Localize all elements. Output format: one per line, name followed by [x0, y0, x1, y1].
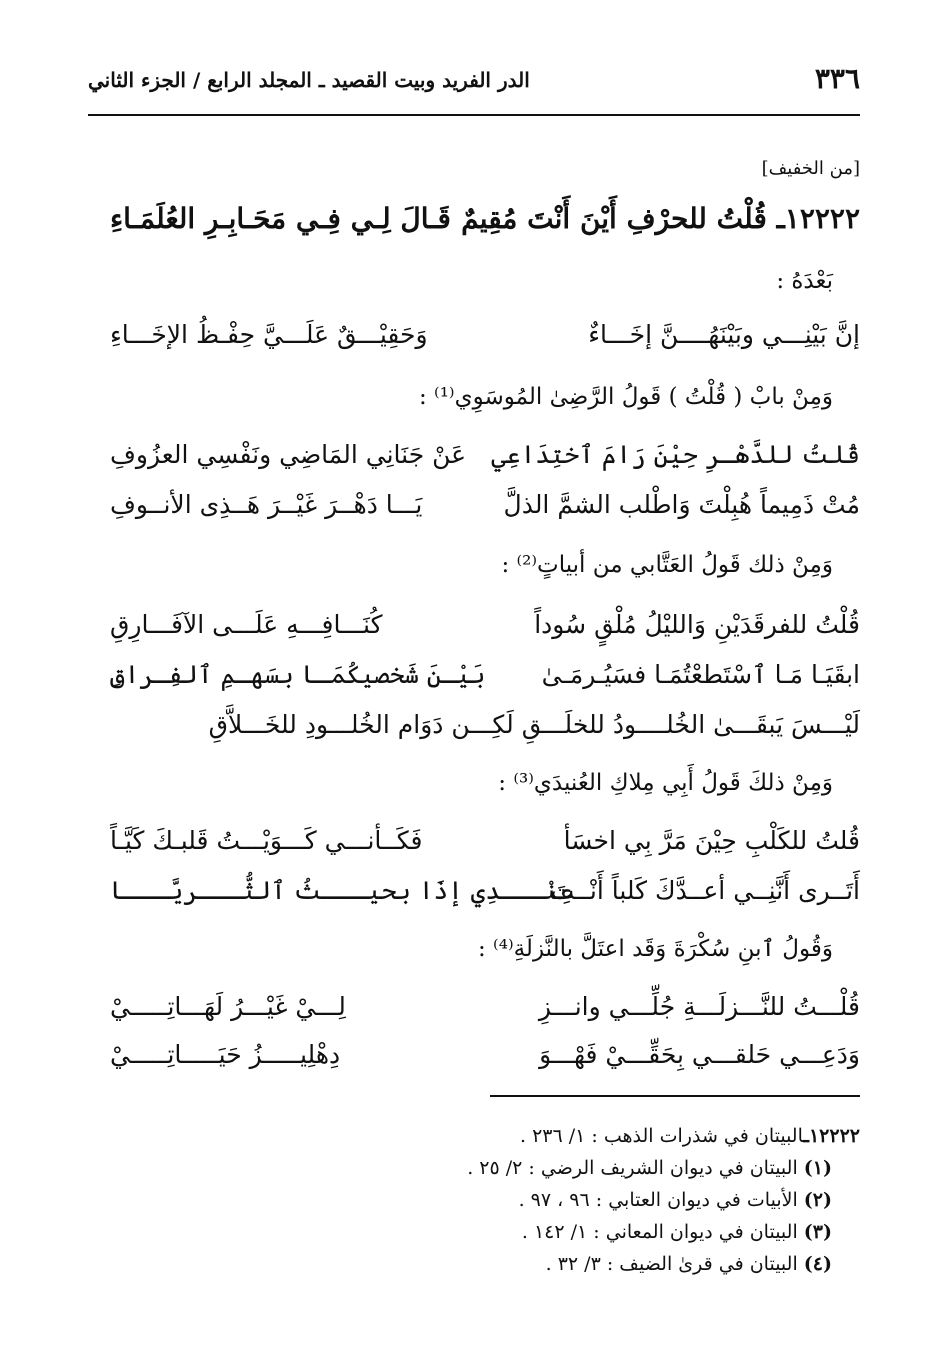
hemistich-2: عَنْ جَنَانِي المَاضِي ونَفْسِي العزُوفِ: [110, 440, 467, 469]
hemistich-2: كُنَـــافِـــهِ عَلَـــى الآفَـــارِقِ: [110, 610, 383, 639]
verse: [110, 610, 860, 650]
intro-line: وَمِنْ ذلكَ قَولُ أَبِي مِلاكِ العُنيدَي⁽³⁾ :: [498, 770, 833, 796]
verse: [110, 660, 860, 700]
intro-line: وَمِنْ ذلك قَولُ العَتَّابي من أبياتٍ⁽²⁾ :: [501, 552, 833, 578]
page-number: ٣٣٦: [814, 62, 860, 95]
hemistich-1: مُتْ ذَمِيماً هُبِلْتَ وَاطْلب الشمَّ الذلَّ: [503, 490, 860, 519]
hemistich-2: يَـــا دَهْــرَ غَيْــرَ هَــذِى الأنــوفِ: [110, 490, 423, 519]
footnote: (٢) الأبيات في ديوان العتابي : ٩٦ ، ٩٧ .: [518, 1189, 832, 1211]
intro-line: وَقُولُ ٱبنِ سُكْرَةَ وَقَد اعتَلَّ بالنَّزلَةِ⁽⁴⁾ :: [478, 936, 833, 962]
footnote: (١) البيتان في ديوان الشريف الرضي : ٢/ ٢٥ .: [467, 1157, 832, 1179]
entry-verse: [110, 202, 860, 242]
running-header: [88, 62, 860, 98]
entry-number: ١٢٢٢٢ـ: [776, 202, 860, 235]
hemistich-2: لِـــيْ غَيْـــرُ لَهَـــاتِـــــيْ: [110, 992, 346, 1021]
intro-line: وَمِنْ بابْ ( قُلْتُ ) قَولُ الرَّضِىٰ المُوسَوِي⁽¹⁾ :: [418, 384, 833, 410]
hemistich-2: فَكَــأنـــي كَـــوَيْـــتُ قَلبـكَ كَيَّـاً: [110, 826, 423, 855]
verse: [110, 992, 860, 1032]
hemistich-1: وَدَعِـــي حَلقـــي بِحَقِّـــيْ فَهْـــوَ: [539, 1040, 860, 1069]
hemistich-2: وَحَقِيْـــقٌ عَلَـــيَّ حِفْـظُ الإخَـــاءِ: [110, 320, 428, 349]
footnote: (٣) البيتان في ديوان المعاني : ١/ ١٤٢ .: [521, 1221, 832, 1243]
hemistich-2: بَيْـنَ شَخصيكُمَـا بسَهـمِ ٱلفِـراقِ: [110, 660, 486, 689]
verse-full-line: [110, 710, 860, 750]
footnote-rule: [490, 1095, 860, 1097]
hemistich-1: ابقَيَـا مَـا ٱسْتَطعْتُمَـا فسَيُـرمَـىٰ: [541, 660, 860, 689]
hemistich-1: لَيْـــسَ يَبقَـــىٰ الخُلــــودُ للخلَـــقِ لَكِـــن دَوَام الخُلـــودِ للخَـــلاَّقِ: [208, 710, 860, 739]
footnotes: [160, 1120, 860, 1280]
hemistich-1: أَتَــرى أَنَّنِــي أعــدَّكَ كَلباً أَنْــتَ: [550, 876, 860, 905]
verse: [110, 440, 860, 480]
hemistich-2: دِهْلِيـــــزُ حَيَـــــاتِـــــيْ: [110, 1040, 341, 1069]
entry-hemistich-1: ١٢٢٢٢ـ قُلْتُ للحرْفِ أَيْنَ أَنْتَ مُقِيمٌ: [461, 202, 860, 235]
hemistich-1: إنَّ بَيْنِـــي وبَيْنَهُــــنَّ إخَـــاءٌ: [588, 320, 860, 349]
verse: [110, 826, 860, 866]
verse: [110, 320, 860, 360]
hemistich-2: عِنْـــدِي إذَا بحيـــثُ ٱلثُّـــريَّـــا: [110, 876, 574, 905]
hemistich-1: قُلْـــتُ للنَّـــزلَـــةِ جُلِّـــي وانـــزِ: [538, 992, 860, 1021]
meter-label: [من الخفيف]: [761, 158, 860, 179]
footnote: ١٢٢٢٢ـالبيتان في شذرات الذهب : ١/ ٢٣٦ .: [520, 1125, 860, 1147]
ba3dahu-label: بَعْدَهُ :: [776, 268, 833, 294]
header-rule: [88, 114, 860, 116]
hemistich-1: قُلتُ للكَلْبِ حِيْنَ مَرَّ بِي اخسَأ: [563, 826, 860, 855]
verse: [110, 876, 860, 916]
entry-hemistich-2: قَـالَ لِـي فِـي مَحَـابِـرِ العُلَمَـاءِ: [110, 202, 451, 235]
verse: [110, 1040, 860, 1080]
hemistich-1: قُلْتُ للفرقَدَيْنِ وَالليْلُ مُلْقٍ سُوداً: [534, 610, 860, 639]
verse: [110, 490, 860, 530]
hemistich-1: قُلتُ للدَّهْـرِ حِيْنَ رَامَ ٱختِدَاعِي: [491, 440, 860, 469]
running-title: الدر الفريد وبيت القصيد ـ المجلد الرابع / الجزء الثاني: [88, 68, 530, 92]
footnote: (٤) البيتان في قرىٰ الضيف : ٣/ ٣٢ .: [545, 1253, 832, 1275]
